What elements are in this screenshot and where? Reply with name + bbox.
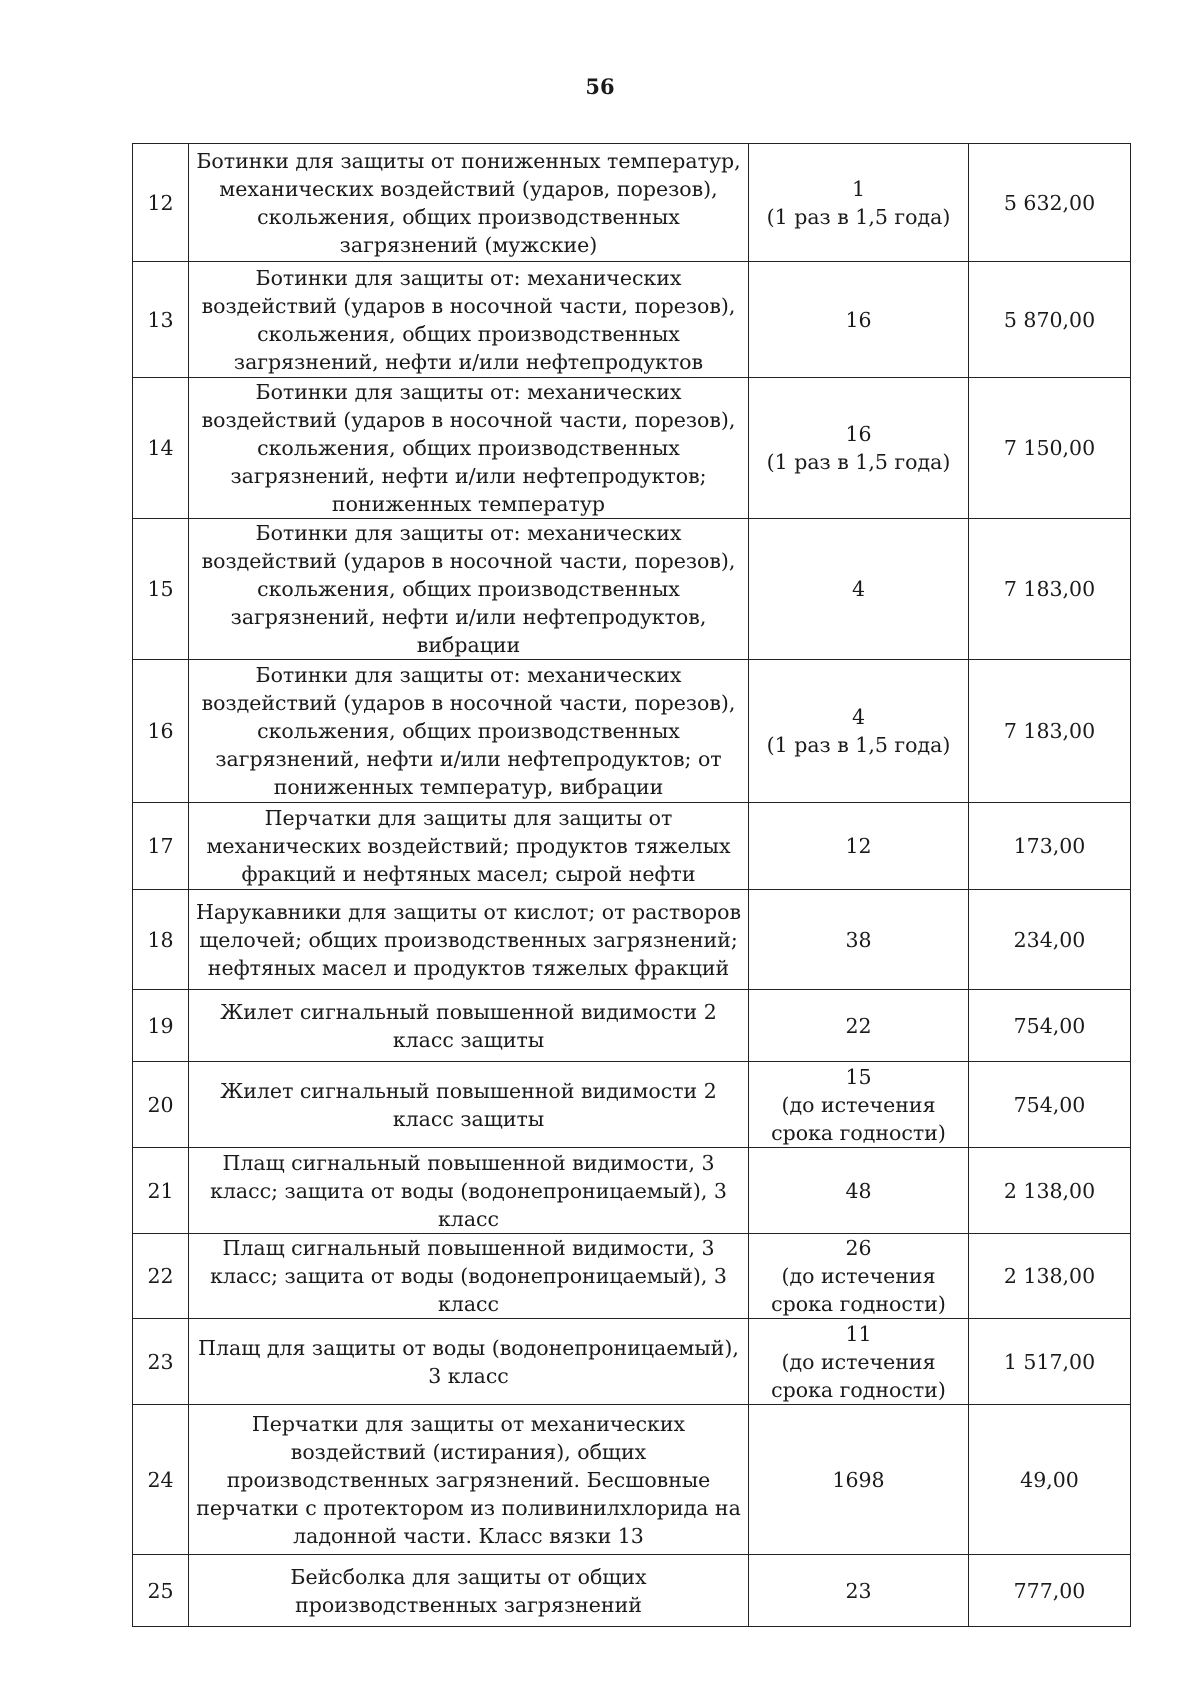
table-row [133,1405,1131,1555]
quantity-line: 26 [845,1236,872,1260]
item-name: Ботинки для защиты от: механических воздействий (ударов в носочной части, порезов), скольжения, общих производственных загрязнений, нефти и/или нефтепродуктов, вибрации [189,519,749,660]
item-name: Плащ сигнальный повышенной видимости, 3 класс; защита от воды (водонепроницаемый), 3 класс [189,1148,749,1234]
row-number: 18 [133,890,189,990]
item-quantity [749,1234,969,1319]
row-number: 24 [133,1405,189,1555]
item-price: 777,00 [969,1555,1131,1627]
row-number: 17 [133,803,189,890]
quantity-line: 1698 [832,1467,885,1492]
item-price: 1 517,00 [969,1319,1131,1405]
item-quantity [749,660,969,803]
table-row [133,890,1131,990]
item-quantity [749,1405,969,1555]
row-number: 16 [133,660,189,803]
item-name: Нарукавники для защиты от кислот; от растворов щелочей; общих производственных загрязнений; нефтяных масел и продуктов тяжелых фракций [189,890,749,990]
table-row [133,1234,1131,1319]
quantity-line: 12 [845,834,872,858]
item-name: Перчатки для защиты от механических воздействий (истирания), общих производственных загрязнений. Бесшовные перчатки с протектором из поливинилхлорида на ладонной части. Класс вязки 13 [189,1405,749,1555]
item-name: Жилет сигнальный повышенной видимости 2 класс защиты [189,990,749,1062]
quantity-line: срока годности) [771,1292,946,1316]
row-number: 21 [133,1148,189,1234]
item-quantity [749,519,969,660]
item-quantity [749,890,969,990]
item-price: 234,00 [969,890,1131,990]
item-quantity [749,144,969,262]
row-number: 22 [133,1234,189,1319]
item-quantity [749,262,969,378]
row-number: 14 [133,378,189,519]
item-price: 2 138,00 [969,1148,1131,1234]
table-row [133,519,1131,660]
item-name: Ботинки для защиты от: механических воздействий (ударов в носочной части, порезов), скольжения, общих производственных загрязнений, нефти и/или нефтепродуктов; пониженных температур [189,378,749,519]
items-table-body [133,144,1131,1627]
row-number: 20 [133,1062,189,1148]
item-price: 49,00 [969,1405,1131,1555]
item-name: Ботинки для защиты от пониженных температур, механических воздействий (ударов, порезов), скольжения, общих производственных загрязнений (мужские) [189,144,749,262]
row-number: 13 [133,262,189,378]
item-price: 173,00 [969,803,1131,890]
quantity-line: 23 [845,1578,872,1603]
item-name: Жилет сигнальный повышенной видимости 2 класс защиты [189,1062,749,1148]
quantity-line: (до истечения [781,1264,936,1288]
item-name: Бейсболка для защиты от общих производственных загрязнений [189,1555,749,1627]
table-row [133,378,1131,519]
row-number: 15 [133,519,189,660]
item-quantity [749,990,969,1062]
item-name: Перчатки для защиты для защиты от механических воздействий; продуктов тяжелых фракций и нефтяных масел; сырой нефти [189,803,749,890]
quantity-line: 15 [845,1064,872,1089]
table-row [133,1555,1131,1627]
table-row [133,262,1131,378]
quantity-line: (1 раз в 1,5 года) [766,204,951,229]
table-row [133,660,1131,803]
quantity-line: 16 [845,422,872,446]
item-quantity [749,1319,969,1405]
table-row [133,803,1131,890]
quantity-line: 16 [845,307,872,332]
table-row [133,990,1131,1062]
row-number: 12 [133,144,189,262]
item-quantity [749,1062,969,1148]
row-number: 23 [133,1319,189,1405]
item-name: Ботинки для защиты от: механических воздействий (ударов в носочной части, порезов), скольжения, общих производственных загрязнений, нефти и/или нефтепродуктов [189,262,749,378]
quantity-line: (до истечения [781,1349,936,1374]
quantity-line: срока годности) [771,1120,946,1145]
item-name: Плащ сигнальный повышенной видимости, 3 класс; защита от воды (водонепроницаемый), 3 класс [189,1234,749,1319]
item-price: 2 138,00 [969,1234,1131,1319]
items-table [132,143,1131,1627]
quantity-line: (1 раз в 1,5 года) [766,733,951,757]
item-price: 5 870,00 [969,262,1131,378]
item-price: 5 632,00 [969,144,1131,262]
item-price: 754,00 [969,990,1131,1062]
item-price: 7 183,00 [969,660,1131,803]
table-row [133,1319,1131,1405]
page-number: 56 [585,74,615,99]
row-number: 19 [133,990,189,1062]
quantity-line: 4 [851,577,866,601]
item-quantity [749,1555,969,1627]
quantity-line: 11 [845,1321,872,1346]
item-price: 7 150,00 [969,378,1131,519]
quantity-line: 38 [845,927,872,952]
item-quantity [749,803,969,890]
quantity-line: 1 [851,176,866,201]
quantity-line: срока годности) [771,1377,946,1402]
table-row [133,1148,1131,1234]
item-name: Плащ для защиты от воды (водонепроницаемый), 3 класс [189,1319,749,1405]
row-number: 25 [133,1555,189,1627]
quantity-line: 48 [845,1178,872,1203]
item-name: Ботинки для защиты от: механических воздействий (ударов в носочной части, порезов), скольжения, общих производственных загрязнений, нефти и/или нефтепродуктов; от пониженных температур, вибрации [189,660,749,803]
item-price: 754,00 [969,1062,1131,1148]
item-price: 7 183,00 [969,519,1131,660]
quantity-line: (до истечения [781,1092,936,1117]
table-row [133,1062,1131,1148]
item-quantity [749,1148,969,1234]
table-row [133,144,1131,262]
quantity-line: 4 [851,705,866,729]
quantity-line: (1 раз в 1,5 года) [766,450,951,474]
quantity-line: 22 [845,1013,872,1038]
item-quantity [749,378,969,519]
